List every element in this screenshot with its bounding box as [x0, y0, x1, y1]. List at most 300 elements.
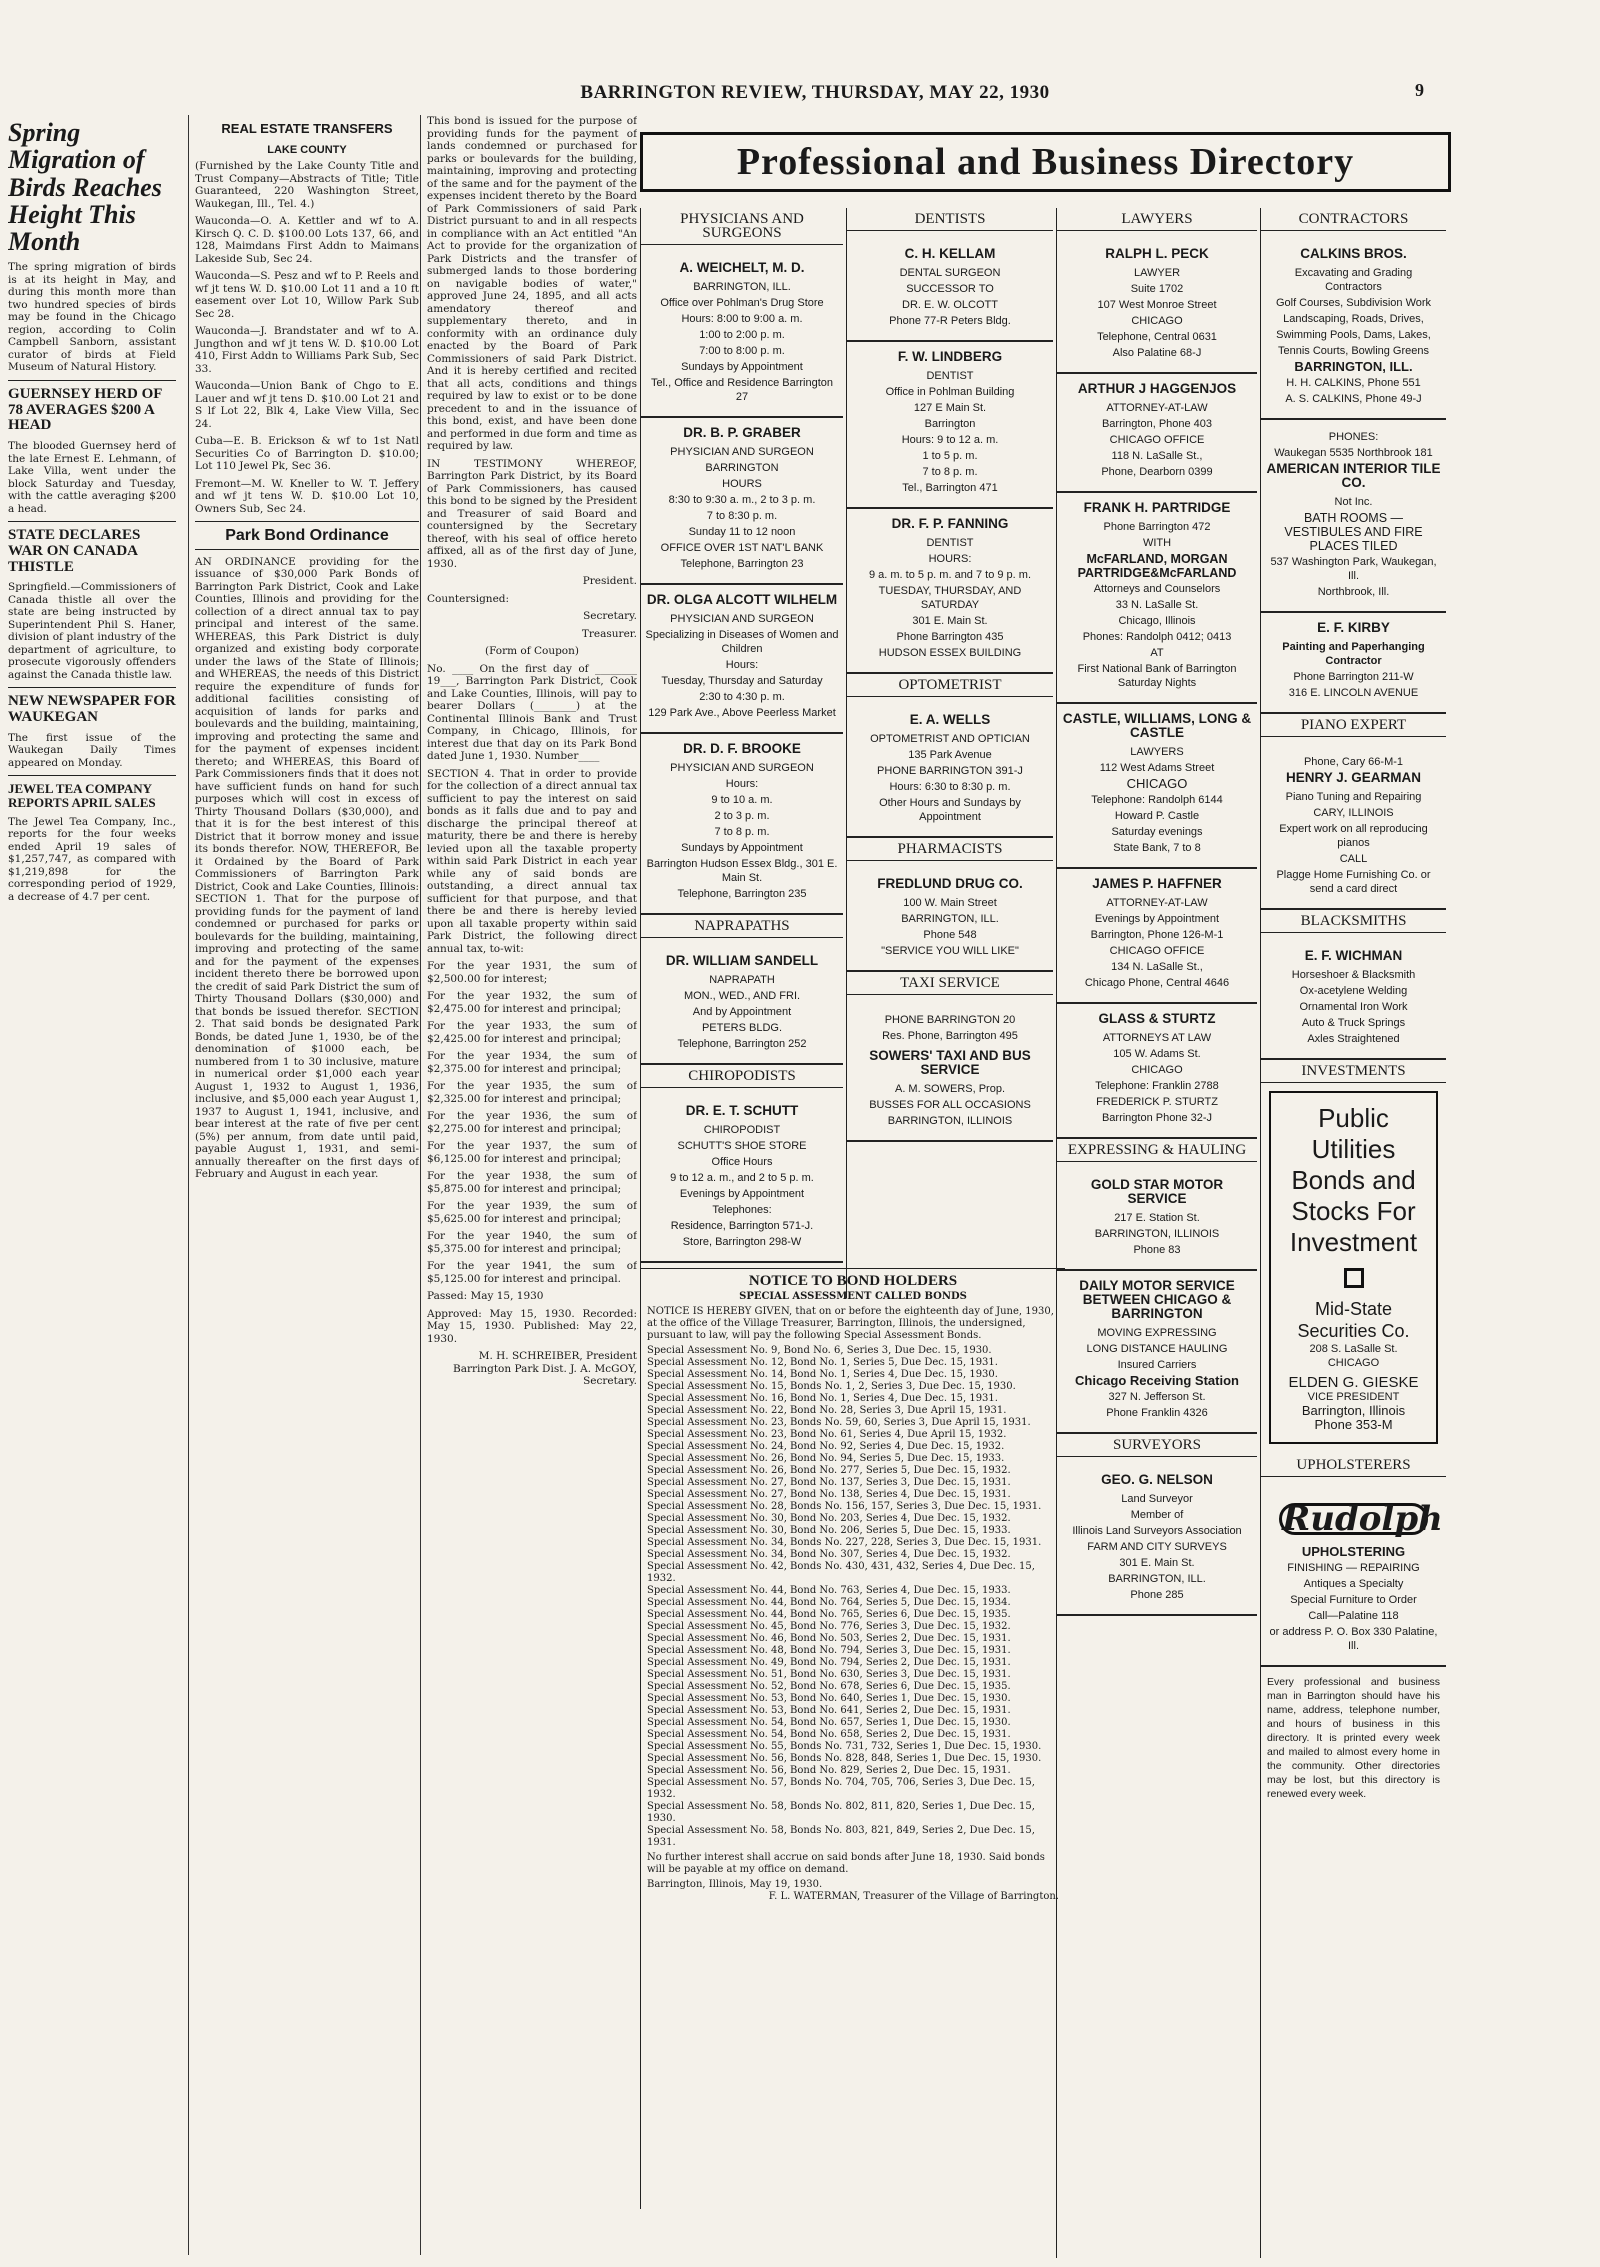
upholster-line: Antiques a Specialty	[1303, 1578, 1404, 1590]
bond-ordinance-headline: Park Bond Ordinance	[225, 527, 389, 544]
tax-line: For the year 1931, the sum of $2,500.00 for interest;	[427, 960, 637, 985]
listing-line: Land Surveyor	[1121, 1493, 1193, 1505]
ordinance-text: This bond is issued for the purpose of providing funds for the payment of lands condemned or purchased for parks or boulevards for the building, maintaining, improving and protecting of the same and for the payment of the expenses incident thereto by the Board of Park Commissioners of said Park District pursuant to and in all respects in compliance with an Act entitled "An Act to provide for the organization of Park Districts and the transfer of submerged lands to those bordering on navigable bodies of water," approved June 24, 1895, and all acts amendatory thereof and supplementary thereto, and in conformity with an ordinance duly enacted by the Board of Park Commissioners of said Park District. And it is hereby certified and recited that all acts, conditions and things required by law to exist or to be done precedent to and in the issuance of this bond, exist, and have been done and performed in due form and time as required by law.	[427, 115, 637, 452]
listing-line: Phone 83	[1133, 1244, 1181, 1256]
listing-line: Hours:	[725, 659, 759, 671]
listing-line: Excavating and Grading Contractors	[1294, 267, 1413, 293]
divider	[195, 549, 419, 550]
category-optometrist: OPTOMETRIST	[847, 674, 1053, 697]
notice-item: Special Assessment No. 34, Bonds No. 227, 228, Series 3, Due Dec. 15, 1931.	[647, 1537, 1042, 1548]
listing-line: H. H. CALKINS, Phone 551	[1286, 377, 1421, 389]
notice-item: Special Assessment No. 12, Bond No. 1, Series 5, Due Dec. 15, 1931.	[647, 1357, 998, 1368]
listing-rudolph	[1261, 1485, 1446, 1667]
notice-item: Special Assessment No. 48, Bond No. 794, Series 3, Due Dec. 15, 1931.	[647, 1645, 1011, 1656]
listing-brooke	[641, 734, 843, 915]
listing-line: CALL	[1339, 853, 1368, 865]
guernsey-headline: GUERNSEY HERD OF 78 AVERAGES $200 A HEAD	[8, 385, 162, 434]
listing-nelson	[1057, 1465, 1257, 1616]
listing-line: 7 to 8 p. m.	[922, 466, 978, 478]
listing-name: DR. OLGA ALCOTT WILHELM	[646, 592, 838, 607]
listing-line: Chicago, Illinois	[1118, 615, 1196, 627]
listing-line: CHICAGO	[1126, 776, 1188, 791]
listing-name: AMERICAN INTERIOR TILE CO.	[1266, 461, 1441, 490]
listing-line: Attorneys and Counselors	[1093, 583, 1221, 595]
investment-address: 208 S. LaSalle St.	[1309, 1343, 1398, 1355]
listing-line: Northbrook, Ill.	[1317, 586, 1390, 598]
category-lawyers: LAWYERS	[1057, 208, 1257, 231]
listing-line: Phone, Dearborn 0399	[1101, 466, 1213, 478]
listing-line: Barrington Hudson Essex Bldg., 301 E. Main St.	[646, 858, 838, 884]
listing-line: DENTAL SURGEON	[899, 267, 1001, 279]
listing-line: Telephones:	[712, 1204, 772, 1216]
listing-line: 135 Park Avenue	[908, 749, 992, 761]
listing-line: Illinois Land Surveyors Association	[1072, 1525, 1242, 1537]
notice-item: Special Assessment No. 45, Bond No. 776, Series 3, Due Dec. 15, 1932.	[647, 1621, 1011, 1632]
listing-line: 134 N. LaSalle St.,	[1111, 961, 1203, 973]
page-number: 9	[1415, 80, 1424, 100]
listing-line: HUDSON ESSEX BUILDING	[878, 647, 1022, 659]
notice-item: Special Assessment No. 24, Bond No. 92, Series 4, Due Dec. 15, 1932.	[647, 1441, 1005, 1452]
listing-name: C. H. KELLAM	[904, 246, 996, 261]
listing-line: Plagge Home Furnishing Co. or send a card direct	[1276, 869, 1431, 895]
listing-line: Phone, Cary 66-M-1	[1303, 756, 1404, 768]
notice-item: Special Assessment No. 30, Bond No. 203, Series 4, Due Dec. 15, 1932.	[647, 1513, 1011, 1524]
listing-line: Res. Phone, Barrington 495	[882, 1030, 1018, 1042]
coupon-text: No. ____ On the first day of ________ 19___, Barrington Park District, Cook and Lake Counties, Illinois, will pay to bearer Dollars (________) at the Continental Illinois Bank and Trust Company, in Chicago, Illinois, for interest due that day on its Park Bond dated June 1, 1930. Number____	[427, 662, 637, 762]
listing-line: Hours: 6:30 to 8:30 p. m.	[889, 781, 1011, 793]
listing-line: LAWYERS	[1130, 746, 1184, 758]
notice-item: Special Assessment No. 9, Bond No. 6, Series 3, Due Dec. 15, 1930.	[647, 1345, 992, 1356]
listing-name: FRANK H. PARTRIDGE	[1083, 500, 1231, 515]
category-chiropodists: CHIROPODISTS	[641, 1065, 843, 1088]
listing-line: Barrington, Phone 126-M-1	[1090, 929, 1224, 941]
transfer-entry: Wauconda—J. Brandstater and wf to A. Jungthon and wf jt tens W. D. $10.00 Lot 410, First Addn to Williams Park Sub, Sec 33.	[195, 325, 419, 375]
listing-line: PETERS BLDG.	[701, 1022, 783, 1034]
transfer-entry: Cuba—E. B. Erickson & wf to 1st Natl Securities Co of Barrington D. $10.00; Lot 110 Jewel Pk, Sec 36.	[195, 435, 419, 472]
listing-name: RALPH L. PECK	[1105, 246, 1209, 261]
notice-item: Special Assessment No. 44, Bond No. 763, Series 4, Due Dec. 15, 1933.	[647, 1585, 1011, 1596]
listing-line: 33 N. LaSalle St.	[1115, 599, 1199, 611]
migration-text: The spring migration of birds is at its height in May, and during this month more than two hundred species of birds may be found in the Chicago region, according to Colin Campbell Sanborn, assistant curator of birds at Field Museum of Natural History.	[8, 261, 176, 374]
listing-line: Telephone, Barrington 23	[680, 558, 804, 570]
investment-phone: Phone 353-M	[1314, 1417, 1393, 1432]
listing-schutt	[641, 1096, 843, 1263]
listing-line: OFFICE OVER 1ST NAT'L BANK	[660, 542, 824, 554]
category-surveyors: SURVEYORS	[1057, 1434, 1257, 1457]
upholster-line: Special Furniture to Order	[1290, 1594, 1417, 1606]
listing-line: 7 to 8 p. m.	[714, 826, 770, 838]
listing-haffner	[1057, 869, 1257, 1004]
listing-line: Suite 1702	[1130, 283, 1184, 295]
notice-item: Special Assessment No. 54, Bond No. 658, Series 2, Due Dec. 15, 1931.	[647, 1729, 1011, 1740]
investment-title: VICE PRESIDENT	[1307, 1391, 1400, 1403]
listing-line: Piano Tuning and Repairing	[1285, 791, 1422, 803]
listing-line: 112 West Adams Street	[1099, 762, 1215, 774]
divider	[8, 687, 176, 688]
investment-headline: Public Utilities Bonds and Stocks For Investment	[1289, 1103, 1418, 1257]
category-taxi: TAXI SERVICE	[847, 972, 1053, 995]
upholster-line: UPHOLSTERING	[1301, 1544, 1406, 1559]
listing-line: Tel., Barrington 471	[902, 482, 998, 494]
listing-fredlund	[847, 869, 1053, 972]
listing-line: 118 N. LaSalle St.,	[1111, 450, 1203, 462]
category-dentists: DENTISTS	[847, 208, 1053, 231]
listing-line: ATTORNEY-AT-LAW	[1106, 402, 1208, 414]
listing-name: DR. F. P. FANNING	[891, 516, 1009, 531]
listing-line: Member of	[1130, 1509, 1184, 1521]
section4-text: SECTION 4. That in order to provide for the collection of a direct annual tax sufficient to pay the interest on said bonds as it falls due and to pay and discharge the principal thereof at maturity, there be and there is hereby levied upon all the taxable property within said Park District in each year while any of said bonds are outstanding, a direct annual tax sufficient for that purpose, and that there be and there is hereby levied upon all taxable property within said Park District, the following direct annual tax, to-wit:	[427, 767, 637, 955]
listing-line: PHYSICIAN AND SURGEON	[670, 762, 814, 774]
category-piano: PIANO EXPERT	[1261, 714, 1446, 737]
listing-line: Telephone, Barrington 252	[677, 1038, 807, 1050]
listing-line: Evenings by Appointment	[679, 1188, 805, 1200]
listing-line: PHONE BARRINGTON 391-J	[877, 765, 1023, 777]
listing-line: Horseshoer & Blacksmith	[1291, 969, 1416, 981]
listing-name: E. A. WELLS	[909, 712, 991, 727]
listing-line: BARRINGTON, ILL.	[901, 913, 999, 925]
signers-line: M. H. SCHREIBER, President Barrington Park Dist. J. A. McGOY, Secretary.	[452, 1350, 637, 1387]
transfer-entry: Wauconda—Union Bank of Chgo to E. Lauer and wf jt tens D. $10.00 Lot 21 and S lf Lot 22, Blk 4, Lake View Villa, Sec 24.	[195, 380, 419, 430]
listing-line: Expert work on all reproducing pianos	[1279, 823, 1428, 849]
listing-name: A. WEICHELT, M. D.	[679, 260, 805, 275]
masthead: BARRINGTON REVIEW, THURSDAY, MAY 22, 1930	[580, 82, 1050, 103]
notice-item: Special Assessment No. 27, Bond No. 137, Series 3, Due Dec. 15, 1931.	[647, 1477, 1011, 1488]
listing-haggenjos	[1057, 374, 1257, 493]
listing-line: State Bank, 7 to 8	[1113, 842, 1201, 854]
listing-line: 327 N. Jefferson St.	[1108, 1391, 1206, 1403]
divider	[8, 775, 176, 776]
notice-item: Special Assessment No. 51, Bond No. 630, Series 3, Due Dec. 15, 1931.	[647, 1669, 1011, 1680]
listing-line: BARRINGTON, ILL.	[1108, 1573, 1206, 1585]
listing-line: CARY, ILLINOIS	[1313, 807, 1394, 819]
listing-sowers	[847, 1003, 1053, 1142]
investment-ad	[1269, 1091, 1438, 1444]
listing-name: SOWERS' TAXI AND BUS SERVICE	[869, 1048, 1031, 1077]
listing-line: McFARLAND, MORGAN PARTRIDGE&McFARLAND	[1077, 552, 1237, 580]
listing-line: 301 E. Main St.	[912, 615, 988, 627]
listing-line: 2:30 to 4:30 p. m.	[699, 691, 785, 703]
jewel-text: The Jewel Tea Company, Inc., reports for the four weeks ended April 19 sales of $1,257,747, as compared with $1,219,898 for the corresponding period of 1929, a decrease of 4.7 per cent.	[8, 815, 176, 903]
listing-line: Tel., Office and Residence Barrington 27	[650, 377, 833, 403]
listing-line: ATTORNEY-AT-LAW	[1106, 897, 1208, 909]
listing-line: Office in Pohlman Building	[885, 386, 1015, 398]
listing-line: Barrington	[924, 418, 976, 430]
listing-line: BARRINGTON, ILL.	[693, 281, 791, 293]
notice-item: Special Assessment No. 34, Bond No. 307, Series 4, Due Dec. 15, 1932.	[647, 1549, 1011, 1560]
listing-line: 127 E Main St.	[913, 402, 987, 414]
sig-president: President.	[582, 575, 637, 587]
listing-peck	[1057, 239, 1257, 374]
listing-line: And by Appointment	[692, 1006, 792, 1018]
listing-name: DR. E. T. SCHUTT	[685, 1103, 799, 1118]
listing-line: 2 to 3 p. m.	[714, 810, 770, 822]
notice-item: Special Assessment No. 44, Bond No. 764, Series 5, Due Dec. 15, 1934.	[647, 1597, 1011, 1608]
directory-column-lawyers	[1056, 208, 1257, 2258]
listing-line: SCHUTT'S SHOE STORE	[677, 1140, 807, 1152]
transfers-headline: REAL ESTATE TRANSFERS	[221, 121, 393, 136]
tax-line: For the year 1932, the sum of $2,475.00 for interest and principal;	[427, 990, 637, 1015]
approved-line: Approved: May 15, 1930. Recorded: May 15, 1930. Published: May 22, 1930.	[427, 1307, 637, 1345]
listing-line: CHICAGO	[1131, 315, 1183, 327]
tax-line: For the year 1941, the sum of $5,125.00 for interest and principal.	[427, 1260, 637, 1285]
investment-town: Barrington, Illinois	[1301, 1403, 1406, 1418]
listing-line: SUCCESSOR TO	[906, 283, 994, 295]
listing-line: Saturday evenings	[1111, 826, 1203, 838]
listing-american-tile	[1261, 420, 1446, 613]
listing-name: JAMES P. HAFFNER	[1092, 876, 1222, 891]
listing-line: 9 to 10 a. m.	[711, 794, 773, 806]
listing-wells	[847, 705, 1053, 838]
thistle-headline: STATE DECLARES WAR ON CANADA THISTLE	[8, 527, 141, 575]
listing-line: BUSSES FOR ALL OCCASIONS	[869, 1099, 1031, 1111]
listing-name: GOLD STAR MOTOR SERVICE	[1090, 1177, 1224, 1206]
listing-line: PHYSICIAN AND SURGEON	[670, 446, 814, 458]
notice-signer: F. L. WATERMAN, Treasurer of the Village of Barrington.	[768, 1891, 1059, 1902]
listing-line: "SERVICE YOU WILL LIKE"	[881, 945, 1019, 957]
listing-line: BARRINGTON	[705, 462, 779, 474]
listing-line: Howard P. Castle	[1114, 810, 1200, 822]
bond-ordinance-text: AN ORDINANCE providing for the issuance of $30,000 Park Bonds of Barrington Park District, Cook and Lake Counties, Illinois and providing for the collection of a direct annual tax to pay principal and interest of the same. WHEREAS, this Park District is duly organized and existing body corporate under the laws of the State of Illinois; and WHEREAS, the needs of this District require the expenditure of funds for additional facilities consisting of acquisition of lands for parks and boulevards and the building, maintaining, improving and protecting the same and for the payment of expenses incident thereto; and WHEREAS, this Board of Park Commissioners finds that it does not have sufficient funds on hand for such purposes which will cost in excess of Thirty Thousand Dollars ($30,000), and that it is for the best interest of this District that it borrow money and issue its bonds therefor. NOW, THEREFOR, Be it Ordained by the Board of Park Commissioners of Barrington Park District, Cook and Lake Counties, Illinois: SECTION 1. That for the purpose of providing funds for the payment of land condemned or purchased for parks or boulevards for the building, maintaining, improving and protecting of the same and for the payment of the expenses incident thereto there be borrowed upon the credit of said Park District the sum of Thirty Thousand Dollars ($30,000) and that bonds be issued therefor. SECTION 2. That said bonds be designated Park Bonds, be dated June 1, 1930, be of the denomination of $1000 each, be numbered from 1 to 30 inclusive, mature in numerical order $1,000 each year August 1, 1932 to August 1, 1936, inclusive, and $5,000 each year August 1, 1937 to August 1, 1941, inclusive, and bear interest at the rate of five per cent (5%) per annum, from date until paid, payable August 1, 1931, and semi-annually thereafter on the first days of February and August in each year.	[195, 555, 419, 1180]
listing-name: DR. D. F. BROOKE	[683, 741, 801, 756]
listing-line: 7 to 8:30 p. m.	[706, 510, 778, 522]
directory-column-physicians	[640, 208, 843, 1268]
listing-line: Chicago Receiving Station	[1075, 1373, 1239, 1388]
listing-line: Also Palatine 68-J	[1112, 347, 1202, 359]
listing-line: 217 E. Station St.	[1114, 1212, 1200, 1224]
listing-line: Residence, Barrington 571-J.	[670, 1220, 814, 1232]
listing-line: Insured Carriers	[1117, 1359, 1197, 1371]
notice-item: Special Assessment No. 58, Bonds No. 803, 821, 849, Series 2, Due Dec. 15, 1931.	[647, 1825, 1035, 1848]
listing-line: Phone Barrington 472	[1103, 521, 1211, 533]
listing-line: Phone Barrington 435	[896, 631, 1004, 643]
passed-line: Passed: May 15, 1930	[427, 1290, 544, 1302]
listing-line: 129 Park Ave., Above Peerless Market	[648, 707, 836, 719]
notice-item: Special Assessment No. 30, Bond No. 206, Series 5, Due Dec. 15, 1933.	[647, 1525, 1011, 1536]
listing-gold-star	[1057, 1170, 1257, 1271]
listing-line: Phones: Randolph 0412; 0413	[1082, 631, 1232, 643]
transfers-subhead: LAKE COUNTY	[267, 143, 347, 156]
listing-line: 9 to 12 a. m., and 2 to 5 p. m.	[670, 1172, 814, 1184]
listing-line: Store, Barrington 298-W	[682, 1236, 802, 1248]
notice-item: Special Assessment No. 22, Bond No. 28, Series 3, Due April 15, 1931.	[647, 1405, 1007, 1416]
listing-line: BATH ROOMS — VESTIBULES AND FIRE PLACES TILED	[1284, 511, 1423, 553]
newspaper-headline: NEW NEWSPAPER FOR WAUKEGAN	[8, 693, 176, 726]
listing-line: TUESDAY, THURSDAY, AND SATURDAY	[878, 585, 1022, 611]
listing-kellam	[847, 239, 1053, 342]
category-contractors: CONTRACTORS	[1261, 208, 1446, 231]
listing-line: First National Bank of Barrington Saturday Nights	[1077, 663, 1237, 689]
notice-item: Special Assessment No. 54, Bond No. 657, Series 1, Due Dec. 15, 1930.	[647, 1717, 1011, 1728]
notice-intro: NOTICE IS HEREBY GIVEN, that on or before the eighteenth day of June, 1930, at the office of the Village Treasurer, Barrington, Illinois, the undersigned, pursuant to law, will pay the following Special Assessment Bonds.	[647, 1306, 1054, 1341]
listing-line: 107 West Monroe Street	[1097, 299, 1217, 311]
listing-line: FARM AND CITY SURVEYS	[1087, 1541, 1227, 1553]
listing-line: Office Hours	[711, 1156, 773, 1168]
listing-line: Phone 548	[923, 929, 977, 941]
listing-line: Barrington Phone 32-J	[1101, 1112, 1213, 1124]
ordinance-column	[420, 115, 637, 2255]
listing-gearman	[1261, 745, 1446, 910]
notice-item: Special Assessment No. 27, Bond No. 138, Series 4, Due Dec. 15, 1931.	[647, 1489, 1011, 1500]
listing-line: BARRINGTON, ILL.	[1294, 359, 1413, 374]
notice-item: Special Assessment No. 53, Bond No. 641, Series 2, Due Dec. 15, 1931.	[647, 1705, 1011, 1716]
listing-line: 9 a. m. to 5 p. m. and 7 to 9 p. m.	[868, 569, 1032, 581]
listing-line: CHIROPODIST	[703, 1124, 781, 1136]
listing-kirby	[1261, 613, 1446, 714]
listing-line: 301 E. Main St.	[1119, 1557, 1195, 1569]
listing-line: Tuesday, Thursday and Saturday	[661, 675, 823, 687]
listing-name: F. W. LINDBERG	[897, 349, 1003, 364]
notice-item: Special Assessment No. 56, Bonds No. 828, 848, Series 1, Due Dec. 15, 1930.	[647, 1753, 1042, 1764]
listing-line: A. S. CALKINS, Phone 49-J	[1285, 393, 1422, 405]
listing-name: DAILY MOTOR SERVICE BETWEEN CHICAGO & BARRINGTON	[1079, 1278, 1235, 1321]
listing-line: PHYSICIAN AND SURGEON	[670, 613, 814, 625]
listing-line: Sunday 11 to 12 noon	[688, 526, 796, 538]
listing-castle	[1057, 704, 1257, 869]
listing-line: Sundays by Appointment	[681, 842, 803, 854]
listing-line: Chicago Phone, Central 4646	[1084, 977, 1230, 989]
listing-line: DR. E. W. OLCOTT	[902, 299, 998, 311]
listing-line: Axles Straightened	[1307, 1033, 1400, 1045]
listing-name: FREDLUND DRUG CO.	[877, 876, 1023, 891]
listing-line: Waukegan 5535 Northbrook 181	[1274, 447, 1433, 459]
notice-item: Special Assessment No. 52, Bond No. 678, Series 6, Due Dec. 15, 1935.	[647, 1681, 1011, 1692]
listing-glass-sturtz	[1057, 1004, 1257, 1139]
directory-column-dentists	[846, 208, 1053, 1298]
tax-line: For the year 1933, the sum of $2,425.00 for interest and principal;	[427, 1020, 637, 1045]
tax-line: For the year 1936, the sum of $2,275.00 for interest and principal;	[427, 1110, 637, 1135]
square-icon	[1344, 1268, 1364, 1288]
testimony-text: IN TESTIMONY WHEREOF, Barrington Park District, by its Board of Park Commissioners, has caused this bond to be signed by the President and Treasurer of said Board and countersigned by the Secretary thereof, with his seal of office hereto affixed, all as of the first day of June, 1930.	[427, 457, 637, 570]
listing-name: ARTHUR J HAGGENJOS	[1077, 381, 1237, 396]
listing-line: Auto & Truck Springs	[1301, 1017, 1406, 1029]
listing-line: BARRINGTON, ILLINOIS	[887, 1115, 1013, 1127]
notice-item: Special Assessment No. 23, Bond No. 61, Series 4, Due April 15, 1932.	[647, 1429, 1007, 1440]
notice-closing: No further interest shall accrue on said bonds after June 18, 1930. Said bonds will be payable at my office on demand.	[647, 1852, 1045, 1875]
category-pharmacists: PHARMACISTS	[847, 838, 1053, 861]
listing-line: Phone 77-R Peters Bldg.	[889, 315, 1011, 327]
investment-agent: ELDEN G. GIESKE	[1288, 1374, 1419, 1391]
thistle-text: Springfield.—Commissioners of Canada thistle all over the state are being instructed by Superintendent Phil S. Haner, division of plant industry of the department of agriculture, to prosecute vigorously offenders against the Canada thistle law.	[8, 581, 176, 681]
listing-line: 8:30 to 9:30 a. m., 2 to 3 p. m.	[668, 494, 816, 506]
listing-partridge	[1057, 493, 1257, 704]
listing-line: Telephone, Barrington 235	[677, 888, 807, 900]
directory-title: Professional and Business Directory	[640, 132, 1451, 192]
newspaper-text: The first issue of the Waukegan Daily Times appeared on Monday.	[8, 731, 176, 769]
listing-line: DENTIST	[926, 370, 974, 382]
bond-notice	[640, 1268, 1065, 2209]
rudolph-logo: Rudolph	[1279, 1503, 1428, 1535]
listing-line: Phone 285	[1130, 1589, 1184, 1601]
listing-line: Other Hours and Sundays by Appointment	[879, 797, 1021, 823]
listing-line: CHICAGO OFFICE	[1109, 434, 1205, 446]
tax-line: For the year 1939, the sum of $5,625.00 for interest and principal;	[427, 1200, 637, 1225]
notice-item: Special Assessment No. 46, Bond No. 503, Series 2, Due Dec. 15, 1931.	[647, 1633, 1011, 1644]
listing-wichman	[1261, 941, 1446, 1060]
listing-line: DENTIST	[926, 537, 974, 549]
listing-line: NAPRAPATH	[709, 974, 775, 986]
listing-line: Swimming Pools, Dams, Lakes,	[1276, 329, 1431, 341]
listing-line: Telephone, Central 0631	[1097, 331, 1217, 343]
listing-line: FREDERICK P. STURTZ	[1096, 1096, 1218, 1108]
directory-footer: Every professional and business man in Barrington should have his name, address, telephone number, and hours of business in this directory. It is printed every week and mailed to almost every home in the community. Other directories may be lost, but this directory is renewed every week.	[1267, 1676, 1440, 1800]
listing-line: 316 E. LINCOLN AVENUE	[1288, 687, 1419, 699]
listing-line: CHICAGO	[1131, 1064, 1183, 1076]
news-column-left	[8, 115, 176, 2255]
notice-item: Special Assessment No. 58, Bonds No. 802, 811, 820, Series 1, Due Dec. 15, 1930.	[647, 1801, 1035, 1824]
listing-line: Ox-acetylene Welding	[1299, 985, 1408, 997]
notice-list	[647, 1345, 1059, 1849]
listing-line: Golf Courses, Subdivision Work	[1275, 297, 1432, 309]
listing-line: LAWYER	[1133, 267, 1181, 279]
tax-line: For the year 1937, the sum of $6,125.00 for interest and principal;	[427, 1140, 637, 1165]
category-upholsterers: UPHOLSTERERS	[1261, 1454, 1446, 1477]
listing-line: Ornamental Iron Work	[1299, 1001, 1408, 1013]
listing-line: AT	[1150, 647, 1164, 659]
notice-item: Special Assessment No. 23, Bonds No. 59, 60, Series 3, Due April 15, 1931.	[647, 1417, 1031, 1428]
notice-item: Special Assessment No. 49, Bond No. 794, Series 2, Due Dec. 15, 1931.	[647, 1657, 1011, 1668]
directory-column-contractors	[1260, 208, 1446, 2258]
listing-line: ATTORNEYS AT LAW	[1102, 1032, 1212, 1044]
category-physicians: PHYSICIANS AND SURGEONS	[641, 208, 843, 245]
notice-dateline: Barrington, Illinois, May 19, 1930.	[647, 1879, 823, 1890]
listing-line: 7:00 to 8:00 p. m.	[699, 345, 785, 357]
listing-line: Landscaping, Roads, Drives,	[1283, 313, 1424, 325]
listing-lindberg	[847, 342, 1053, 509]
jewel-headline: JEWEL TEA COMPANY REPORTS APRIL SALES	[8, 781, 156, 811]
notice-item: Special Assessment No. 26, Bond No. 277, Series 5, Due Dec. 15, 1932.	[647, 1465, 1011, 1476]
sig-countersigned: Countersigned:	[427, 592, 510, 605]
notice-item: Special Assessment No. 15, Bonds No. 1, 2, Series 3, Due Dec. 15, 1930.	[647, 1381, 1016, 1392]
listing-line: Telephone: Randolph 6144	[1091, 794, 1223, 806]
listing-line: 1 to 5 p. m.	[922, 450, 978, 462]
category-naprapaths: NAPRAPATHS	[641, 915, 843, 938]
notice-item: Special Assessment No. 42, Bonds No. 430, 431, 432, Series 4, Due Dec. 15, 1932.	[647, 1561, 1035, 1584]
upholster-line: FINISHING — REPAIRING	[1287, 1562, 1420, 1574]
tax-line: For the year 1935, the sum of $2,325.00 for interest and principal;	[427, 1080, 637, 1105]
listing-name: GEO. G. NELSON	[1101, 1472, 1213, 1487]
listing-line: Phone Franklin 4326	[1106, 1407, 1208, 1419]
listing-line: Hours:	[725, 778, 759, 790]
listing-name: CALKINS BROS.	[1300, 246, 1407, 261]
category-blacksmiths: BLACKSMITHS	[1261, 910, 1446, 933]
listing-line: Painting and Paperhanging Contractor	[1282, 641, 1425, 667]
listing-line: Evenings by Appointment	[1094, 913, 1220, 925]
listing-sandell	[641, 946, 843, 1065]
upholster-line: or address P. O. Box 330 Palatine, Ill.	[1269, 1626, 1438, 1652]
listing-line: PHONE BARRINGTON 20	[884, 1014, 1016, 1026]
listing-name: DR. WILLIAM SANDELL	[665, 953, 819, 968]
listing-calkins	[1261, 239, 1446, 420]
listing-line: Not Inc.	[1334, 496, 1373, 508]
notice-item: Special Assessment No. 28, Bonds No. 156, 157, Series 3, Due Dec. 15, 1931.	[647, 1501, 1042, 1512]
tax-line: For the year 1940, the sum of $5,375.00 for interest and principal;	[427, 1230, 637, 1255]
listing-fanning	[847, 509, 1053, 674]
listing-line: 1:00 to 2:00 p. m.	[699, 329, 785, 341]
listing-daily-motor	[1057, 1271, 1257, 1434]
divider	[8, 521, 176, 522]
listing-line: 100 W. Main Street	[903, 897, 997, 909]
listing-line: Tennis Courts, Bowling Greens	[1277, 345, 1429, 357]
listing-line: OPTOMETRIST AND OPTICIAN	[870, 733, 1030, 745]
listing-line: BARRINGTON, ILLINOIS	[1094, 1228, 1220, 1240]
notice-headline: NOTICE TO BOND HOLDERS	[748, 1273, 958, 1289]
notice-item: Special Assessment No. 16, Bond No. 1, Series 4, Due Dec. 15, 1931.	[647, 1393, 998, 1404]
transfer-entry: Wauconda—S. Pesz and wf to P. Reels and wf jt tens W. D. $10.00 Lot 11 and a 10 ft easement over Lot 10, Willow Park Sub Sec 28.	[195, 270, 419, 320]
coupon-head: (Form of Coupon)	[484, 645, 579, 657]
sig-treasurer: Treasurer.	[581, 627, 637, 640]
listing-line: Hours: 8:00 to 9:00 a. m.	[681, 313, 803, 325]
listing-name: DR. B. P. GRABER	[683, 425, 801, 440]
